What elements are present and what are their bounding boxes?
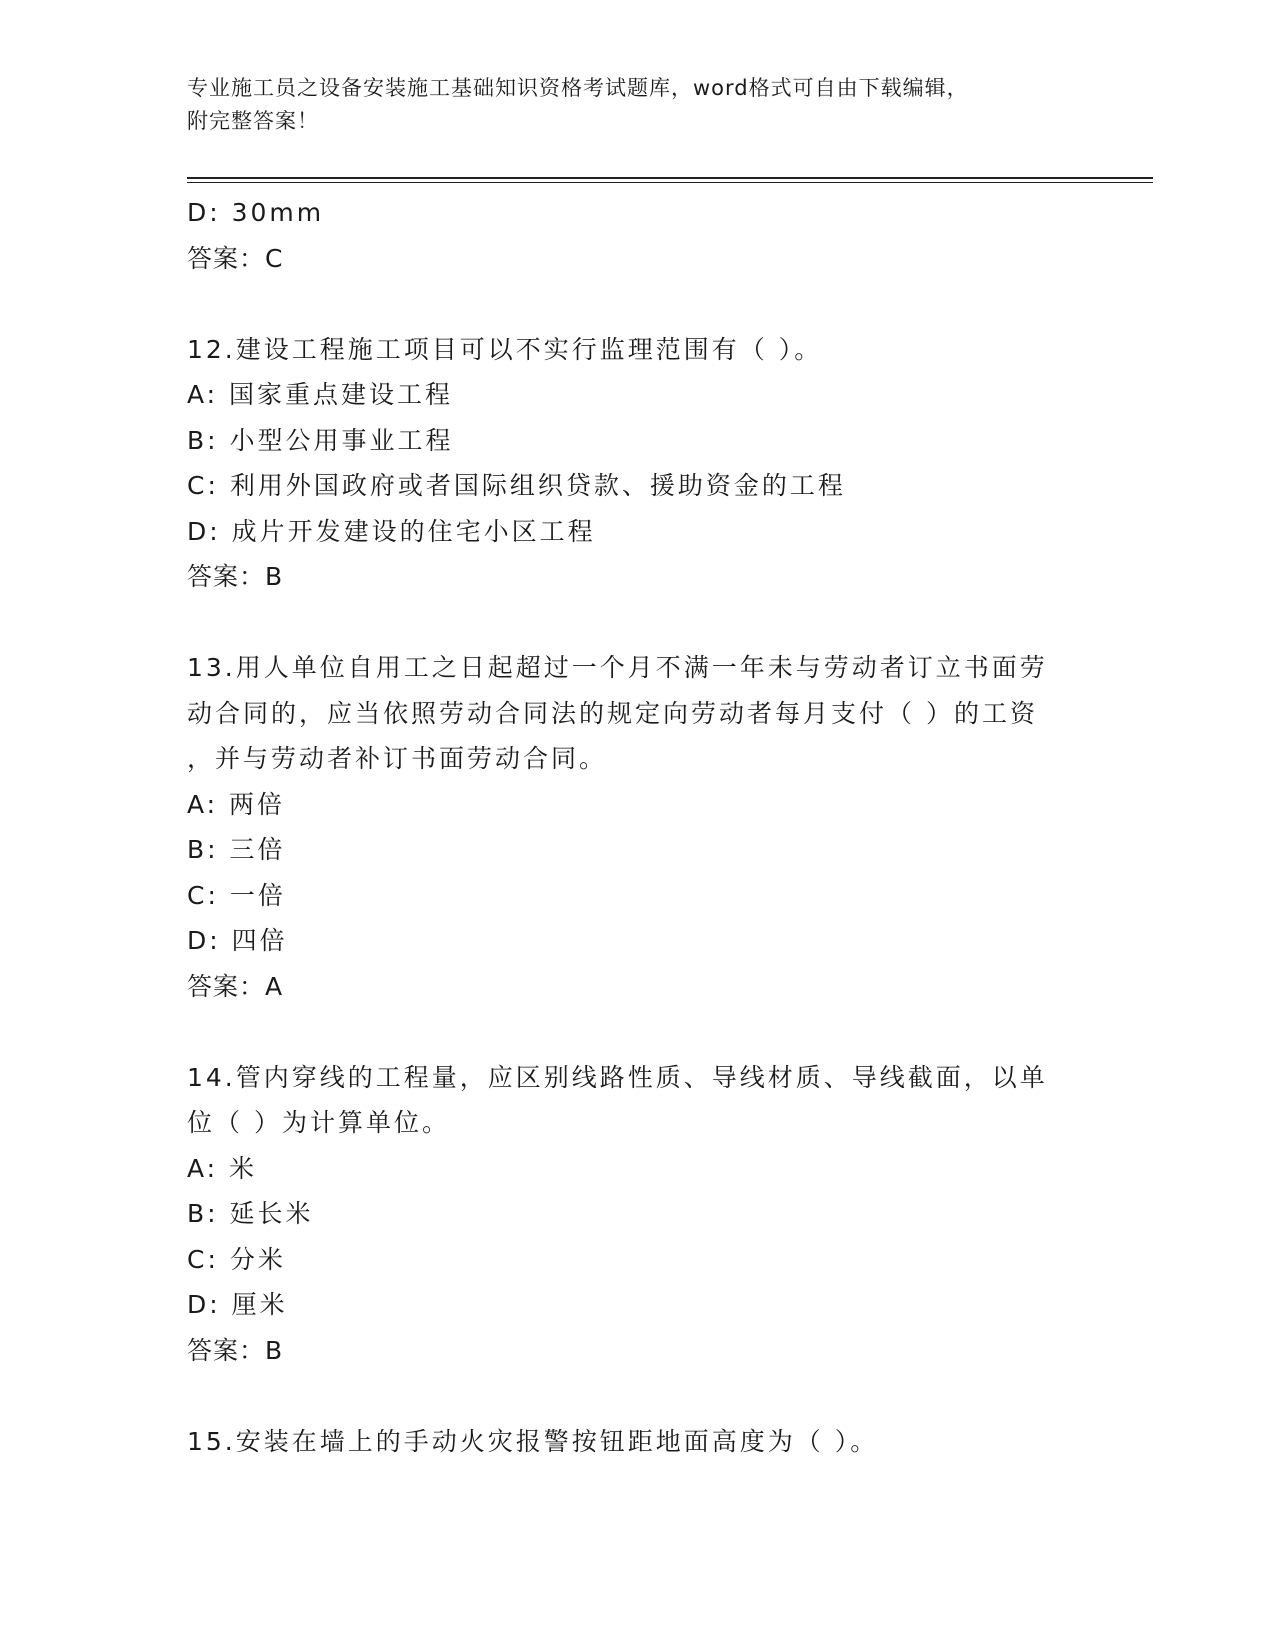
option-c: C: 一倍 (187, 880, 286, 910)
question-block (187, 645, 1087, 1009)
option-d: D: 厘米 (187, 1290, 288, 1319)
option-a: A: 两倍 (187, 789, 286, 819)
header-title-line1: 专业施工员之设备安装施工基础知识资格考试题库，word格式可自由下载编辑， (187, 76, 969, 100)
question-stem-line: 位（ ）为计算单位。 (187, 1108, 450, 1137)
question-block (187, 1055, 1087, 1374)
question-block (187, 1419, 1087, 1465)
prev-answer: 答案：C (187, 243, 284, 273)
question-stem-line: 14.管内穿线的工程量，应区别线路性质、导线材质、导线截面，以单 (187, 1062, 1048, 1092)
question-stem-line: ，并与劳动者补订书面劳动合同。 (187, 744, 608, 773)
spacer (187, 1009, 1087, 1055)
header-divider (187, 177, 1153, 183)
question-stem: 12.建设工程施工项目可以不实行监理范围有（ ）。 (187, 334, 823, 364)
question-stem: 15.安装在墙上的手动火灾报警按钮距地面高度为（ ）。 (187, 1426, 879, 1456)
option-c: C: 分米 (187, 1244, 286, 1274)
page-header (187, 72, 1067, 138)
option-b: B: 三倍 (187, 835, 286, 864)
spacer (187, 600, 1087, 646)
question-stem-line: 13.用人单位自用工之日起超过一个月不满一年未与劳动者订立书面劳 (187, 653, 1048, 682)
option-b: B: 延长米 (187, 1199, 314, 1228)
spacer (187, 1373, 1087, 1419)
question-block (187, 327, 1087, 600)
option-b: B: 小型公用事业工程 (187, 425, 454, 455)
question-stem-line: 动合同的，应当依照劳动合同法的规定向劳动者每月支付（ ）的工资 (187, 698, 1038, 728)
option-a: A: 国家重点建设工程 (187, 380, 454, 409)
answer: 答案：B (187, 562, 284, 591)
document-body (187, 190, 1087, 1464)
prev-option-d: D: 30mm (187, 198, 325, 227)
option-d: D: 成片开发建设的住宅小区工程 (187, 516, 596, 546)
answer: 答案：A (187, 971, 284, 1001)
option-d: D: 四倍 (187, 926, 288, 955)
spacer (187, 281, 1087, 327)
header-title-line2: 附完整答案！ (187, 109, 319, 133)
option-c: C: 利用外国政府或者国际组织贷款、援助资金的工程 (187, 471, 846, 500)
answer: 答案：B (187, 1335, 284, 1365)
option-a: A: 米 (187, 1153, 258, 1183)
